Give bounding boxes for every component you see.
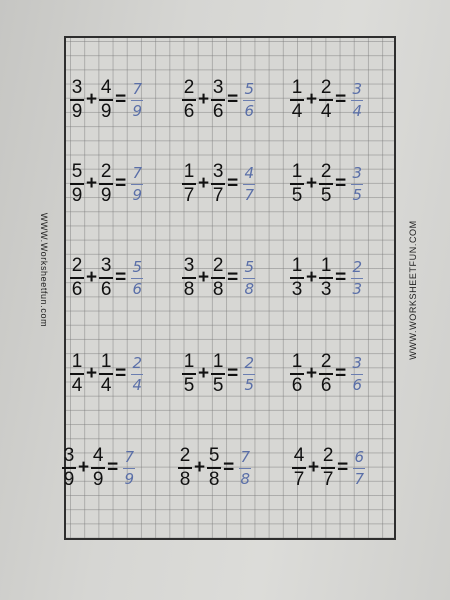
denominator: 9: [63, 469, 75, 490]
answer-numerator: 7: [240, 447, 250, 466]
fraction-addend-1: [182, 78, 196, 122]
handwritten-answer: [351, 165, 363, 204]
handwritten-answer: [239, 449, 251, 488]
numerator: 2: [183, 77, 195, 98]
answer-denominator: 4: [352, 101, 362, 120]
denominator: 9: [71, 101, 83, 122]
numerator: 5: [208, 445, 220, 466]
fraction-addend-2: [99, 256, 113, 300]
handwritten-answer: [351, 259, 363, 298]
answer-numerator: 5: [244, 257, 254, 276]
numerator: 1: [291, 161, 303, 182]
handwritten-answer: [131, 165, 143, 204]
numerator: 3: [183, 255, 195, 276]
answer-bar: [131, 374, 143, 375]
denominator: 5: [291, 185, 303, 206]
equals-sign: =: [115, 267, 127, 288]
problem-r4-c2: [182, 350, 255, 398]
equals-sign: =: [227, 363, 239, 384]
denominator: 8: [208, 469, 220, 490]
answer-bar: [351, 100, 363, 101]
fraction-addend-2: [99, 352, 113, 396]
equals-sign: =: [115, 173, 127, 194]
answer-denominator: 9: [132, 101, 142, 120]
denominator: 5: [183, 375, 195, 396]
equals-sign: =: [337, 457, 349, 478]
answer-denominator: 5: [352, 185, 362, 204]
fraction-addend-2: [99, 78, 113, 122]
plus-sign: +: [86, 363, 98, 384]
denominator: 4: [320, 101, 332, 122]
fraction-addend-1: [70, 78, 84, 122]
handwritten-answer: [351, 355, 363, 394]
answer-denominator: 8: [244, 279, 254, 298]
handwritten-answer: [351, 81, 363, 120]
handwritten-answer: [131, 355, 143, 394]
plus-sign: +: [78, 457, 90, 478]
plus-sign: +: [198, 363, 210, 384]
plus-sign: +: [306, 363, 318, 384]
answer-bar: [123, 468, 135, 469]
answer-denominator: 8: [240, 469, 250, 488]
answer-numerator: 3: [352, 79, 362, 98]
answer-bar: [353, 468, 365, 469]
fraction-addend-2: [319, 78, 333, 122]
plus-sign: +: [198, 173, 210, 194]
answer-numerator: 6: [354, 447, 364, 466]
answer-denominator: 7: [354, 469, 364, 488]
problem-r5-c1: [62, 444, 135, 492]
denominator: 4: [71, 375, 83, 396]
plus-sign: +: [306, 267, 318, 288]
website-watermark-right: WWW.WORKSHEETFUN.COM: [408, 220, 418, 360]
numerator: 1: [291, 77, 303, 98]
numerator: 1: [291, 255, 303, 276]
fraction-addend-2: [99, 162, 113, 206]
fraction-addend-2: [91, 446, 105, 490]
fraction-addend-2: [319, 256, 333, 300]
fraction-addend-1: [62, 446, 76, 490]
equals-sign: =: [227, 89, 239, 110]
denominator: 8: [183, 279, 195, 300]
answer-bar: [131, 278, 143, 279]
answer-numerator: 7: [132, 79, 142, 98]
denominator: 3: [320, 279, 332, 300]
fraction-addend-1: [70, 162, 84, 206]
plus-sign: +: [306, 89, 318, 110]
handwritten-answer: [131, 259, 143, 298]
answer-denominator: 6: [132, 279, 142, 298]
equals-sign: =: [223, 457, 235, 478]
denominator: 6: [100, 279, 112, 300]
answer-numerator: 2: [132, 353, 142, 372]
problem-r4-c1: [70, 350, 143, 398]
numerator: 3: [212, 161, 224, 182]
plus-sign: +: [306, 173, 318, 194]
denominator: 9: [92, 469, 104, 490]
plus-sign: +: [198, 267, 210, 288]
numerator: 2: [100, 161, 112, 182]
plus-sign: +: [86, 89, 98, 110]
numerator: 4: [293, 445, 305, 466]
problem-r4-c3: [290, 350, 363, 398]
fraction-addend-1: [290, 162, 304, 206]
answer-bar: [351, 374, 363, 375]
answer-numerator: 3: [352, 353, 362, 372]
answer-denominator: 6: [352, 375, 362, 394]
denominator: 9: [100, 185, 112, 206]
numerator: 2: [320, 161, 332, 182]
fraction-addend-1: [178, 446, 192, 490]
problem-r2-c1: [70, 160, 143, 208]
answer-bar: [131, 184, 143, 185]
answer-numerator: 7: [132, 163, 142, 182]
equals-sign: =: [335, 89, 347, 110]
numerator: 3: [63, 445, 75, 466]
fraction-addend-1: [70, 256, 84, 300]
answer-bar: [239, 468, 251, 469]
numerator: 1: [183, 351, 195, 372]
denominator: 7: [183, 185, 195, 206]
denominator: 6: [291, 375, 303, 396]
answer-numerator: 4: [244, 163, 254, 182]
plus-sign: +: [86, 267, 98, 288]
numerator: 2: [212, 255, 224, 276]
numerator: 3: [71, 77, 83, 98]
problem-r2-c3: [290, 160, 363, 208]
fraction-addend-2: [207, 446, 221, 490]
fraction-addend-2: [319, 352, 333, 396]
answer-denominator: 5: [244, 375, 254, 394]
website-watermark-left: WWW.Worksheetfun.com: [39, 212, 49, 328]
denominator: 8: [179, 469, 191, 490]
numerator: 2: [322, 445, 334, 466]
numerator: 1: [71, 351, 83, 372]
fraction-addend-2: [319, 162, 333, 206]
equals-sign: =: [227, 173, 239, 194]
fraction-addend-2: [211, 162, 225, 206]
answer-bar: [351, 278, 363, 279]
numerator: 4: [100, 77, 112, 98]
equals-sign: =: [107, 457, 119, 478]
numerator: 2: [320, 77, 332, 98]
equals-sign: =: [227, 267, 239, 288]
fraction-addend-1: [290, 78, 304, 122]
denominator: 7: [212, 185, 224, 206]
denominator: 5: [320, 185, 332, 206]
fraction-addend-1: [182, 162, 196, 206]
denominator: 6: [212, 101, 224, 122]
answer-numerator: 7: [124, 447, 134, 466]
answer-bar: [243, 374, 255, 375]
answer-bar: [131, 100, 143, 101]
denominator: 7: [322, 469, 334, 490]
answer-denominator: 9: [124, 469, 134, 488]
problem-r1-c2: [182, 76, 255, 124]
denominator: 5: [212, 375, 224, 396]
denominator: 7: [293, 469, 305, 490]
fraction-addend-2: [211, 78, 225, 122]
problem-r1-c3: [290, 76, 363, 124]
numerator: 1: [320, 255, 332, 276]
numerator: 1: [212, 351, 224, 372]
fraction-addend-1: [290, 256, 304, 300]
numerator: 1: [100, 351, 112, 372]
denominator: 9: [100, 101, 112, 122]
fraction-addend-1: [292, 446, 306, 490]
handwritten-answer: [353, 449, 365, 488]
numerator: 2: [71, 255, 83, 276]
problem-r2-c2: [182, 160, 255, 208]
fraction-addend-1: [182, 352, 196, 396]
denominator: 4: [291, 101, 303, 122]
problem-r3-c2: [182, 254, 255, 302]
fraction-addend-1: [290, 352, 304, 396]
fraction-addend-1: [182, 256, 196, 300]
plus-sign: +: [308, 457, 320, 478]
answer-numerator: 3: [352, 163, 362, 182]
problem-r1-c1: [70, 76, 143, 124]
equals-sign: =: [335, 363, 347, 384]
answer-bar: [351, 184, 363, 185]
denominator: 8: [212, 279, 224, 300]
answer-numerator: 2: [244, 353, 254, 372]
answer-numerator: 5: [132, 257, 142, 276]
fraction-addend-2: [211, 256, 225, 300]
handwritten-answer: [131, 81, 143, 120]
answer-bar: [243, 100, 255, 101]
answer-numerator: 5: [244, 79, 254, 98]
denominator: 4: [100, 375, 112, 396]
equals-sign: =: [115, 89, 127, 110]
problem-r3-c1: [70, 254, 143, 302]
numerator: 4: [92, 445, 104, 466]
plus-sign: +: [198, 89, 210, 110]
equals-sign: =: [335, 267, 347, 288]
numerator: 1: [183, 161, 195, 182]
answer-denominator: 6: [244, 101, 254, 120]
answer-bar: [243, 278, 255, 279]
handwritten-answer: [243, 355, 255, 394]
fraction-addend-2: [321, 446, 335, 490]
numerator: 5: [71, 161, 83, 182]
plus-sign: +: [194, 457, 206, 478]
fraction-addend-2: [211, 352, 225, 396]
problem-r5-c3: [292, 444, 365, 492]
numerator: 2: [179, 445, 191, 466]
denominator: 3: [291, 279, 303, 300]
problem-r5-c2: [178, 444, 251, 492]
answer-denominator: 4: [132, 375, 142, 394]
answer-denominator: 3: [352, 279, 362, 298]
equals-sign: =: [115, 363, 127, 384]
answer-bar: [243, 184, 255, 185]
handwritten-answer: [243, 81, 255, 120]
handwritten-answer: [123, 449, 135, 488]
numerator: 3: [100, 255, 112, 276]
problem-r3-c3: [290, 254, 363, 302]
answer-denominator: 9: [132, 185, 142, 204]
denominator: 6: [183, 101, 195, 122]
plus-sign: +: [86, 173, 98, 194]
denominator: 6: [71, 279, 83, 300]
denominator: 9: [71, 185, 83, 206]
equals-sign: =: [335, 173, 347, 194]
handwritten-answer: [243, 259, 255, 298]
denominator: 6: [320, 375, 332, 396]
numerator: 1: [291, 351, 303, 372]
numerator: 2: [320, 351, 332, 372]
fraction-addend-1: [70, 352, 84, 396]
answer-denominator: 7: [244, 185, 254, 204]
answer-numerator: 2: [352, 257, 362, 276]
numerator: 3: [212, 77, 224, 98]
handwritten-answer: [243, 165, 255, 204]
